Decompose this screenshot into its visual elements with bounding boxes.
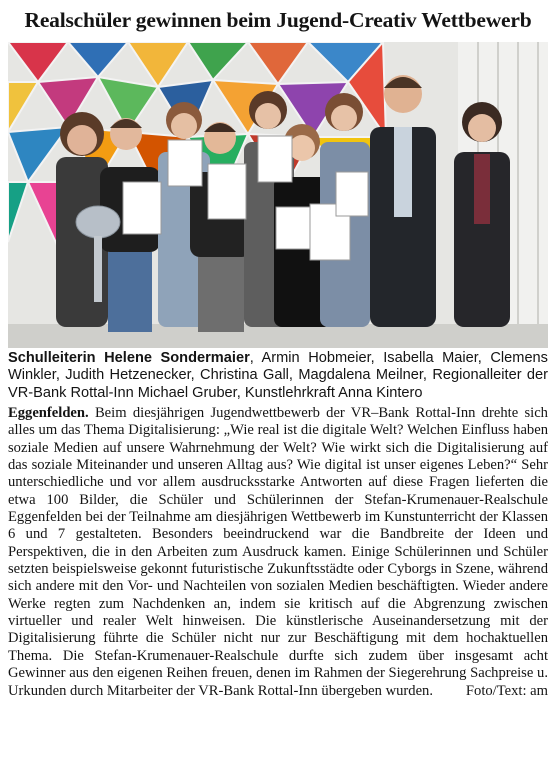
caption-names: , Armin Hobmeier, Isabella Maier, Clemens Winkler, Judith Hetzenecker, Christina Gall, Magdalena Meilner, Regionalleiter der VR-Bank Rottal-Inn Michael Gruber, Kunstlehrkraft Anna Kintero — [8, 350, 548, 401]
photo-credit: Foto/Text: am — [465, 682, 548, 699]
article-dateline: Eggenfelden. — [8, 405, 89, 421]
photo-caption — [8, 350, 548, 402]
article-text: Beim diesjährigen Jugendwettbewerb der VR–Bank Rottal-Inn drehte sich alles um das Thema Digitalisierung: „Wie real ist die digitale Welt? Welchen Einfluss haben soziale Medien auf unsere Wahrnehmung der Welt? Wie wirkt sich die Digitalisierung auf das soziale Miteinander und unseren Alltag aus? Wie digital ist unser eigenes Leben?“ Sehr unterschiedliche und vor allem ausdrucksstarke Antworten auf diese Fragen lieferten die etwa 100 Bilder, die Schüler und Schülerinnen der Stefan-Krumenauer-Realschule Eggenfelden bei der Teilnahme am diesjährigen Wettbewerb im Kunstunterricht der Klassen 6 und 7 gestalteten. Besonders beeindruckend war die Bandbreite der Ideen und Perspektiven, die in den Arbeiten zum Ausdruck kamen. Einige Schülerinnen und Schüler setzten beispielsweise gekonnt futuristische Zukunftsstädte oder Cyborgs in Szene, während sich andere mit den Vor- und Nachteilen von sozialen Medien beschäftigten. Wieder andere Werke regten zum Nachdenken an, indem sie kritisch auf die Abgrenzung zwischen virtueller und realer Welt hinweisen. Die künstlerische Auseinandersetzung mit der Digitalisierung führte die Schüler nicht nur zur Beschäftigung mit dem hochaktuellen Thema. Die Stefan-Krumenauer-Realschule durfte sich zudem über insgesamt acht Gewinner aus den eigenen Reihen freuen, denen im Rahmen der Siegerehrung Sachpreise u. Urkunden durch Mitarbeiter der VR-Bank Rottal-Inn übergeben wurden. — [8, 405, 548, 699]
group-photo — [8, 42, 548, 348]
article-body — [8, 405, 548, 700]
article-headline: Realschüler gewinnen beim Jugend-Creativ Wettbewerb — [24, 8, 532, 32]
caption-lead: Schulleiterin Helene Sondermaier — [8, 350, 250, 366]
group-photo-illustration — [8, 42, 548, 348]
